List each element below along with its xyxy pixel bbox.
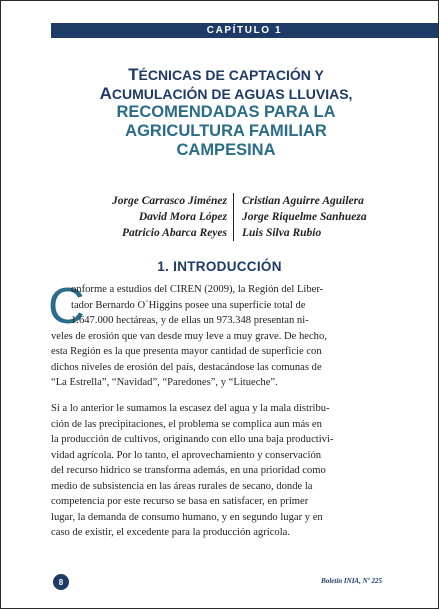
title-sub: [41, 103, 411, 160]
author-name: Luis Silva Rubio: [242, 227, 322, 239]
paragraph-2: [51, 401, 381, 541]
text-line: “La Estrella”, “Navidad”, “Paredones”, y “Litueche”.: [51, 377, 278, 388]
author-column-left: [112, 193, 234, 241]
text-line: vidad agrícola. Por lo tanto, el aprovechamiento y conservación: [51, 449, 322, 461]
author-name: Jorge Carrasco Jiménez: [112, 195, 227, 207]
text-line: medio de subsistencia en las áreas rurales de secano, donde la: [51, 480, 313, 492]
text-line: caso de existir, el excedente para la producción agrícola.: [51, 527, 290, 538]
text-line: del recurso hídrico se transforma además, en una prioridad como: [51, 465, 326, 476]
author-column-right: [240, 193, 367, 241]
title-line-3: RECOMENDADAS PARA LA: [116, 103, 336, 121]
page-number-badge: [53, 574, 69, 590]
section-heading: 1. INTRODUCCIÓN: [157, 259, 282, 274]
author-name: Patricio Abarca Reyes: [122, 227, 227, 239]
author-name: Cristian Aguirre Aguilera: [242, 195, 364, 207]
text-line: lugar, la demanda de consumo humano, y en segundo lugar y en: [51, 511, 323, 523]
chapter-label: CAPÍTULO 1: [206, 25, 283, 36]
text-line: onforme a estudios del CIREN (2009), la Región del Liber-: [71, 284, 324, 295]
text-line: veles de erosión que van desde muy leve a muy grave. De hecho,: [51, 330, 327, 342]
title-line-4: AGRICULTURA FAMILIAR: [125, 122, 327, 140]
paragraph-1: [51, 282, 381, 391]
page-number: 8: [58, 577, 64, 587]
text-line: Si a lo anterior le sumamos la escasez del agua y la mala distribu-: [51, 403, 330, 414]
text-line: competencia por este recurso se basa en satisfacer, en primer: [51, 496, 309, 507]
text-line: esta Región es la que presenta mayor cantidad de superficie con: [51, 346, 322, 357]
title-line-2: ACUMULACIÓN DE AGUAS LLUVIAS,: [99, 84, 353, 103]
title-line-1: TÉCNICAS DE CAPTACIÓN Y: [128, 65, 324, 84]
author-name: David Mora López: [138, 211, 227, 223]
text-line: dichos niveles de erosión del país, destacándose las comunas de: [51, 361, 322, 373]
title-line-5: CAMPESINA: [176, 141, 276, 159]
text-line: 1.647.000 hectáreas, y de ellas un 973.348 presentan ni-: [71, 315, 309, 326]
text-line: la producción de cultivos, originando con ello una baja productivi-: [51, 434, 334, 445]
chapter-banner: [51, 23, 438, 38]
text-line: tador Bernardo O´Higgins posee una superficie total de: [71, 299, 306, 311]
text-line: ción de las precipitaciones, el problema se complica aun más en: [51, 418, 322, 430]
title-main: [41, 65, 411, 103]
publication-footer: Boletín INIA, Nº 225: [321, 577, 382, 585]
author-name: Jorge Riquelme Sanhueza: [242, 211, 367, 223]
drop-cap: C: [48, 277, 85, 334]
